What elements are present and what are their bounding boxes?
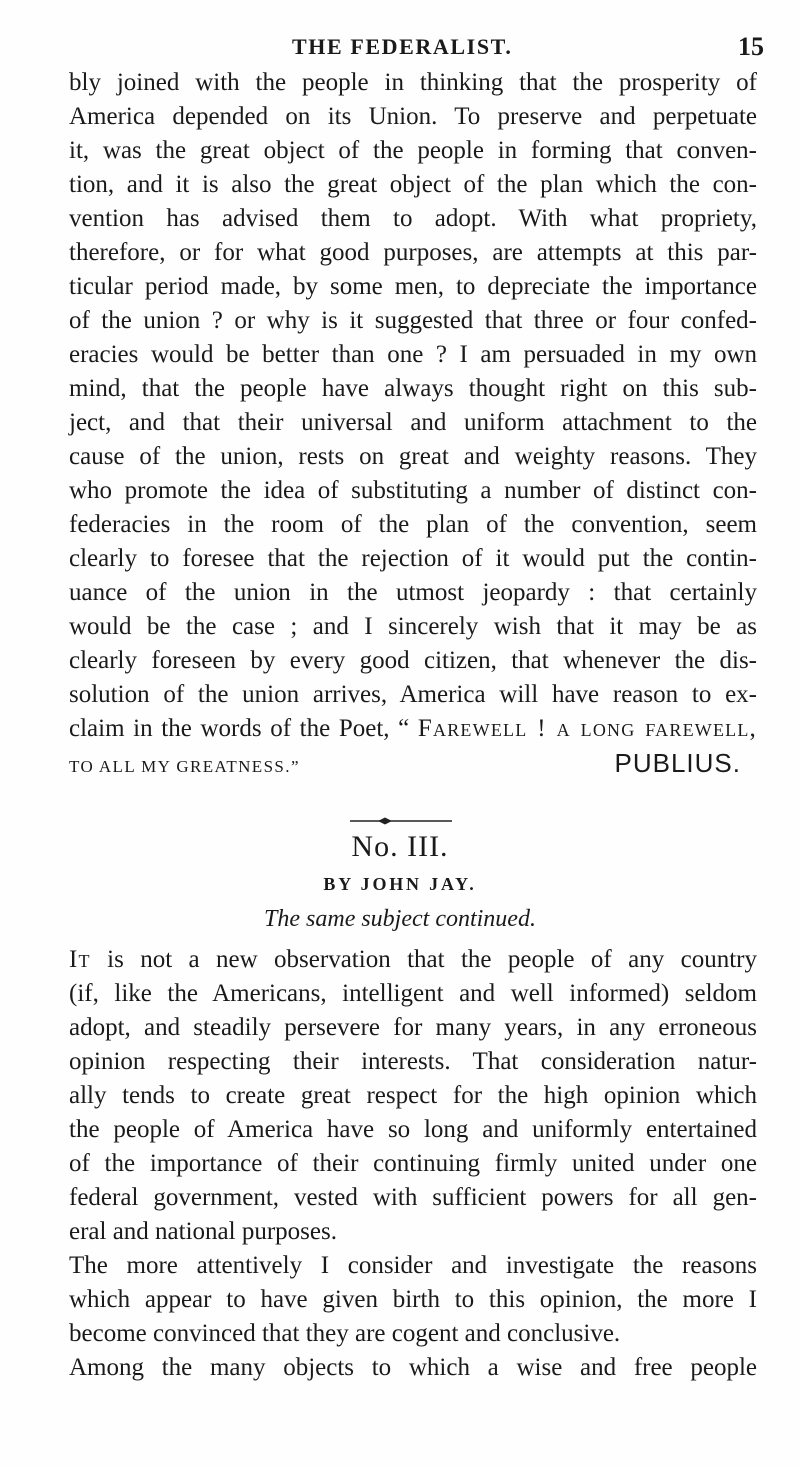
text-line: of the importance of their continuing firmly united under one xyxy=(69,1150,757,1177)
text-line: adopt, and steadily persevere for many years, in any erroneous xyxy=(69,1014,757,1041)
continued-paragraph xyxy=(69,66,757,780)
text-line: federacies in the room of the plan of the convention, seem xyxy=(69,511,757,538)
text-line: ticular period made, by some men, to depreciate the importance xyxy=(69,273,757,300)
first-word: It xyxy=(69,946,91,973)
text-line: America depended on its Union. To preserve and perpetuate xyxy=(69,103,757,130)
text-line: Among the many objects to which a wise and free people xyxy=(69,1354,757,1381)
text-line: clearly foreseen by every good citizen, that whenever the dis- xyxy=(69,647,757,674)
text-line xyxy=(69,943,757,977)
signature: PUBLIUS. xyxy=(614,748,741,778)
running-title: THE FEDERALIST. xyxy=(292,34,513,59)
text-line: cause of the union, rests on great and weighty reasons. They xyxy=(69,443,757,470)
text-line: who promote the idea of substituting a number of distinct con- xyxy=(69,477,757,504)
text-line: bly joined with the people in thinking that the prosperity of xyxy=(69,69,757,96)
text-line: of the union ? or why is it suggested that three or four confed- xyxy=(69,307,757,334)
signature-line xyxy=(69,746,757,780)
page-number: 15 xyxy=(738,32,764,61)
text-line: opinion respecting their interests. That consideration natur- xyxy=(69,1048,757,1075)
text-line: ject, and that their universal and uniform attachment to the xyxy=(69,409,757,436)
text-line: tion, and it is also the great object of the plan which the con- xyxy=(69,171,757,198)
quote-small-caps: Farewell ! a long farewell, xyxy=(417,715,757,742)
text-line: become convinced that they are cogent and conclusive. xyxy=(69,1320,621,1347)
text-line: therefore, or for what good purposes, are attempts at this par- xyxy=(69,239,757,266)
text-line: mind, that the people have always thought right on this sub- xyxy=(69,375,757,402)
text-line: vention has advised them to adopt. With what propriety, xyxy=(69,205,757,232)
text-line: solution of the union arrives, America will have reason to ex- xyxy=(69,681,757,708)
text-line: The more attentively I consider and investigate the reasons xyxy=(69,1252,757,1279)
first-line-rest: is not a new observation that the people of any country xyxy=(90,946,757,973)
text-line: federal government, vested with sufficient powers for all gen- xyxy=(69,1184,757,1211)
paper-author: BY JOHN JAY. xyxy=(323,874,477,894)
paper-number: No. III. xyxy=(351,830,449,863)
quote-line xyxy=(69,712,757,746)
text-line: uance of the union in the utmost jeopardy : that certainly xyxy=(69,579,757,606)
ornament-rule xyxy=(348,816,454,826)
text-line: clearly to foresee that the rejection of it would put the contin- xyxy=(69,545,757,572)
text-line: the people of America have so long and uniformly entertained xyxy=(69,1116,757,1143)
text-line: it, was the great object of the people in forming that conven- xyxy=(69,137,757,164)
text-line: eral and national purposes. xyxy=(69,1218,337,1245)
paper-body xyxy=(69,943,757,1385)
text-line: eracies would be better than one ? I am persuaded in my own xyxy=(69,341,757,368)
text-line: (if, like the Americans, intelligent and well informed) seldom xyxy=(69,980,757,1007)
quote-closing: TO ALL MY GREATNESS.” xyxy=(69,757,300,776)
text-line: which appear to have given birth to this opinion, the more I xyxy=(69,1286,757,1313)
text-line: ally tends to create great respect for the high opinion which xyxy=(69,1082,757,1109)
quote-prefix: claim in the words of the Poet, “ xyxy=(69,715,418,742)
text-line: would be the case ; and I sincerely wish that it may be as xyxy=(69,613,757,640)
paper-subtitle: The same subject continued. xyxy=(264,906,536,932)
